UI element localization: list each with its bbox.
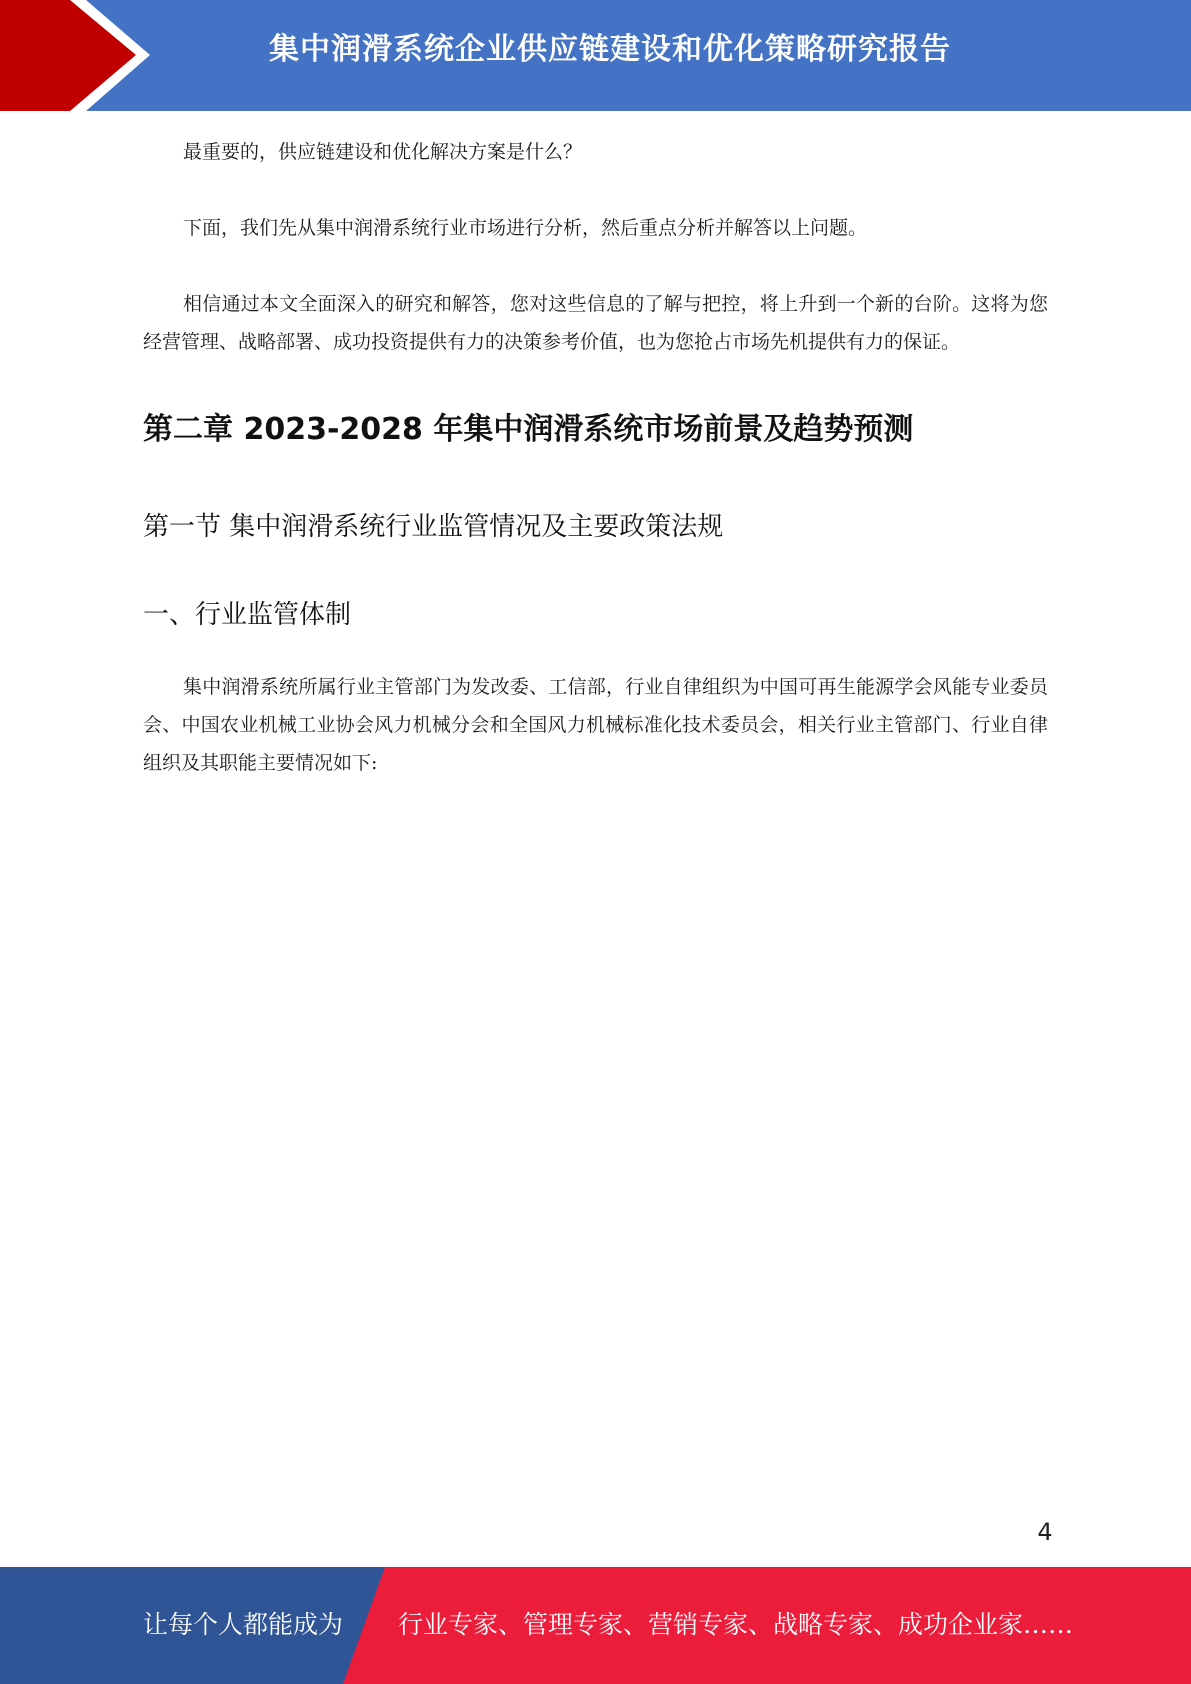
report-title: 集中润滑系统企业供应链建设和优化策略研究报告 (269, 32, 951, 67)
section-heading: 第一节 集中润滑系统行业监管情况及主要政策法规 (143, 512, 724, 542)
paragraph-regulation: 集中润滑系统所属行业主管部门为发改委、工信部，行业自律组织为中国可再生能源学会风能专业委员会、中国农业机械工业协会风力机械分会和全国风力机械标准化技术委员会，相关行业主管部门、行业自律组织及其职能主要情况如下: (143, 676, 1048, 774)
paragraph-question: 最重要的，供应链建设和优化解决方案是什么？ (183, 141, 583, 163)
chapter-heading: 第二章 2023-2028 年集中润滑系统市场前景及趋势预测 (143, 412, 914, 447)
header-arrow-red (0, 0, 136, 111)
paragraph-intro: 下面，我们先从集中润滑系统行业市场进行分析，然后重点分析并解答以上问题。 (183, 217, 868, 239)
document-body (143, 130, 1048, 782)
paragraph-benefit: 相信通过本文全面深入的研究和解答，您对这些信息的了解与把控，将上升到一个新的台阶。这将为您经营管理、战略部署、成功投资提供有力的决策参考价值，也为您抢占市场先机提供有力的保证。 (143, 293, 1048, 353)
page-footer (0, 1567, 1191, 1684)
page-number: 4 (1037, 1518, 1053, 1546)
page-header (0, 0, 1191, 111)
header-arrow-decoration (0, 0, 160, 111)
footer-slogan-right: 行业专家、管理专家、营销专家、战略专家、成功企业家…… (398, 1610, 1074, 1639)
subsection-heading: 一、行业监管体制 (143, 600, 352, 630)
footer-slogan-left: 让每个人都能成为 (143, 1610, 344, 1639)
